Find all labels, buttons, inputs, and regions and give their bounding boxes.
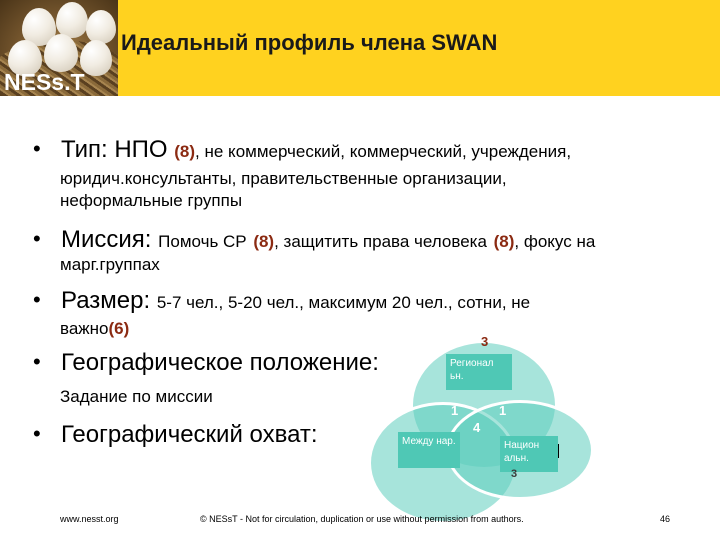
venn-left-number: 1 — [451, 403, 459, 418]
type-text-2: юридич.консультанты, правительственные организации, — [60, 169, 507, 188]
mission-count-2: (8) — [493, 232, 515, 251]
bullet-size — [61, 287, 530, 315]
type-count: (8) — [174, 142, 196, 161]
type-label: Тип: НПО — [61, 136, 168, 163]
footer-copyright: © NESsT - Not for circulation, duplication or use without permission from authors. — [200, 514, 524, 524]
page-number: 46 — [660, 514, 671, 524]
national-box: Национ альн. — [500, 436, 558, 472]
bullet-mission — [61, 226, 595, 254]
type-text-3: неформальные группы — [60, 191, 243, 210]
mission-text-1: Помочь СР — [158, 232, 247, 251]
brand-logo-text: NESs.T — [4, 69, 85, 95]
type-text-1: , не коммерческий, коммерческий, учреждения, — [195, 142, 572, 161]
size-text-1: 5-7 чел., 5-20 чел., максимум 20 чел., сотни, не — [156, 293, 531, 312]
bullet-type — [61, 136, 571, 164]
venn-right-number: 1 — [499, 403, 507, 418]
size-text-2-label: важно — [60, 319, 109, 338]
mission-text-2: , защитить права человека — [274, 232, 487, 251]
geo-position-sub: Задание по миссии — [60, 387, 213, 406]
mission-text-4: марг.группах — [60, 255, 160, 274]
venn-bottom-number: 3 — [511, 468, 518, 480]
venn-top-number: 3 — [481, 334, 489, 349]
footer-url: www.nesst.org — [60, 514, 119, 524]
geo-position-label: Географическое положение: — [61, 349, 379, 376]
slide-title: Идеальный профиль члена SWAN — [121, 30, 498, 55]
bullet-geo-position — [61, 349, 379, 377]
regional-box: Регионал ьн. — [446, 354, 512, 390]
mission-text-3: , фокус на — [514, 232, 596, 251]
national-box-bracket — [558, 444, 559, 458]
mission-label: Миссия: — [61, 226, 152, 253]
size-count: (6) — [108, 319, 130, 338]
size-label: Размер: — [61, 287, 151, 314]
size-text-2 — [60, 318, 129, 340]
bullet-geo-reach — [61, 421, 318, 449]
venn-center-number: 4 — [473, 420, 481, 435]
international-box: Между нар. — [398, 432, 460, 468]
mission-count-1: (8) — [253, 232, 275, 251]
geo-reach-label: Географический охват: — [61, 421, 318, 448]
